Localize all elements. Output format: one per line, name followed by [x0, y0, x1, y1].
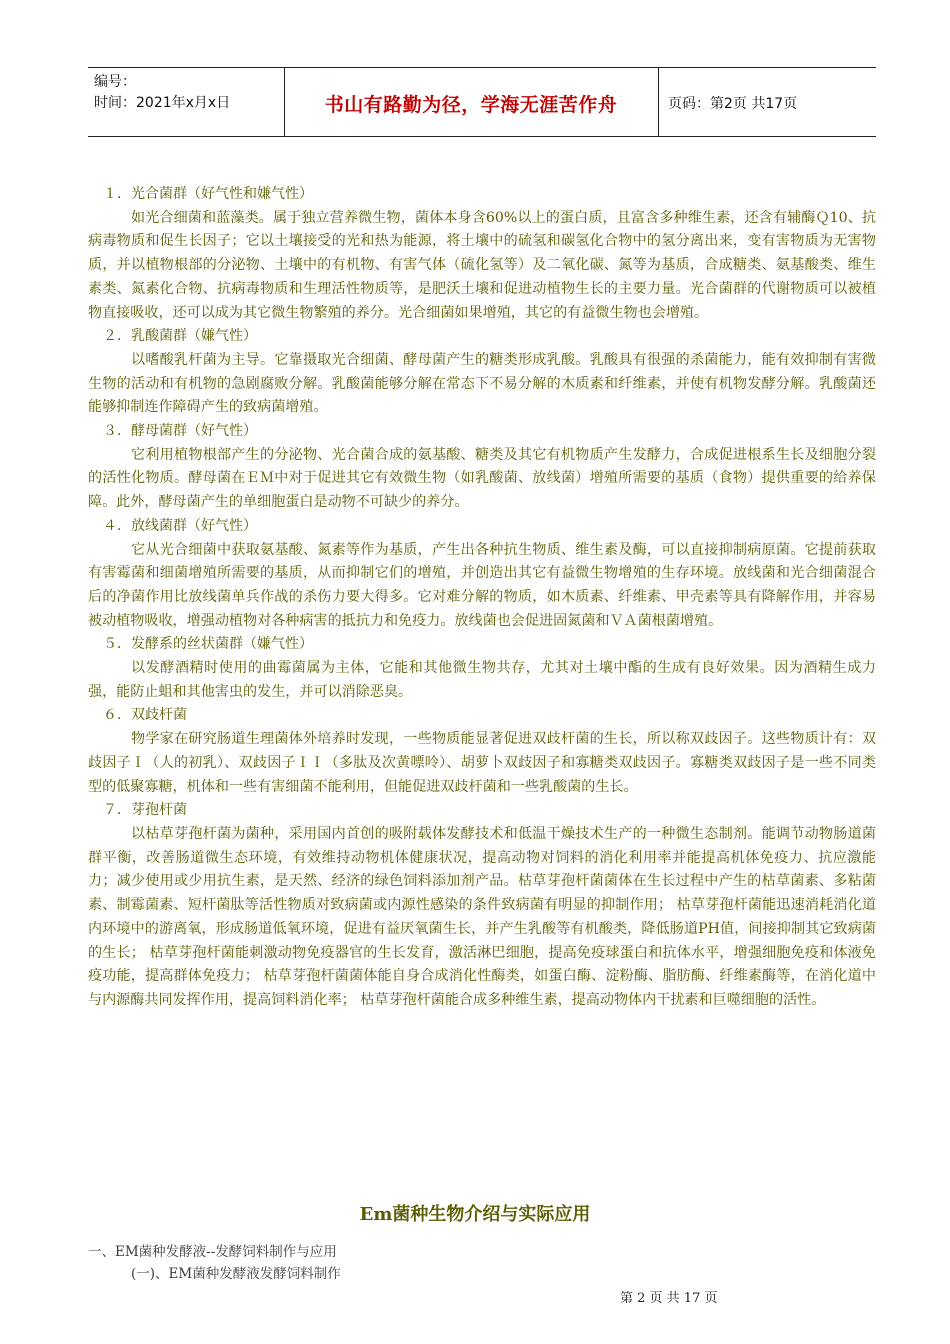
- header-table: [88, 67, 876, 137]
- header-motto-cell: [284, 68, 659, 136]
- section-heading: ３．酵母菌群（好气性）: [103, 423, 257, 440]
- page-footer: 第 2 页 共 17 页: [620, 1291, 718, 1306]
- motto: 书山有路勤为径，学海无涯苦作舟: [324, 94, 618, 116]
- section-paragraph: 以嗜酸乳杆菌为主导。它靠摄取光合细菌、酵母菌产生的糖类形成乳酸。乳酸具有很强的杀菌能力，能有效抑制有害微生物的活动和有机物的急剧腐败分解。乳酸菌能够分解在常态下不易分解的木质素和纤维素，并使有机物发酵分解。乳酸菌还能够抑制连作障碍产生的致病菌增殖。: [88, 351, 876, 416]
- page-label: 页码：第2页 共17页: [668, 96, 798, 112]
- section-heading: ２．乳酸菌群（嫌气性）: [103, 328, 257, 345]
- section-heading: ４．放线菌群（好气性）: [103, 517, 257, 534]
- document-title: Em菌种生物介绍与实际应用: [359, 1204, 591, 1225]
- document-body: [88, 183, 876, 1013]
- outline-item-2: (一)、EM菌种发酵液发酵饲料制作: [131, 1266, 341, 1282]
- section-paragraph: 如光合细菌和蓝藻类。属于独立营养微生物，菌体本身含60%以上的蛋白质，且富含多种维生素，还含有辅酶Ｑ10、抗病毒物质和促生长因子；它以土壤接受的光和热为能源，将土壤中的硫氢和碳氢化合物中的氢分离出来，变有害物质为无害物质，并以植物根部的分泌物、土壤中的有机物、有害气体（硫化氢等）及二氧化碳、氮等为基质，合成糖类、氨基酸类、维生素类、氮素化合物、抗病毒物质和生理活性物质等，是肥沃土壤和促进动植物生长的主要力量。光合菌群的代谢物质可以被植物直接吸收，还可以成为其它微生物繁殖的养分。光合细菌如果增殖，其它的有益微生物也会增殖。: [88, 209, 876, 321]
- header-page-cell: [660, 68, 876, 136]
- outline-item-1: 一、EM菌种发酵液--发酵饲料制作与应用: [88, 1244, 337, 1260]
- date-label: 时间：2021年x月x日: [94, 95, 231, 111]
- number-label: 编号：: [94, 74, 136, 90]
- section-paragraph: 以枯草芽孢杆菌为菌种，采用国内首创的吸附载体发酵技术和低温干燥技术生产的一种微生态制剂。能调节动物肠道菌群平衡，改善肠道微生态环境，有效维持动物机体健康状况，提高动物对饲料的消化利用率并能提高机体免疫力、抗应激能力；减少使用或少用抗生素，是天然、经济的绿色饲料添加剂产品。枯草芽孢杆菌菌体在生长过程中产生的枯草菌素、多粘菌素、制霉菌素、短杆菌肽等活性物质对致病菌或内源性感染的条件致病菌有明显的抑制作用； 枯草芽孢杆菌能迅速消耗消化道内环境中的游离氧，形成肠道低氧环境，促进有益厌氧菌生长，并产生乳酸等有机酸类，降低肠道PH值，间接抑制其它致病菌的生长； 枯草芽孢杆菌能刺激动物免疫器官的生长发育，激活淋巴细胞，提高免疫球蛋白和抗体水平，增强细胞免疫和体液免疫功能，提高群体免疫力； 枯草芽孢杆菌菌体能自身合成消化性酶类，如蛋白酶、淀粉酶、脂肪酶、纤维素酶等，在消化道中与内源酶共同发挥作用，提高饲料消化率； 枯草芽孢杆菌能合成多种维生素，提高动物体内干扰素和巨噬细胞的活性。: [88, 825, 876, 1008]
- section-heading: ６．双歧杆菌: [103, 707, 187, 724]
- header-info-cell: [88, 68, 285, 136]
- section-heading: ５．发酵系的丝状菌群（嫌气性）: [103, 636, 313, 653]
- section-paragraph: 以发酵酒精时使用的曲霉菌属为主体，它能和其他微生物共存，尤其对土壤中酯的生成有良好效果。因为酒精生成力强，能防止蛆和其他害虫的发生，并可以消除恶臭。: [88, 660, 876, 700]
- section-heading: ７．芽孢杆菌: [103, 802, 187, 819]
- section-paragraph: 物学家在研究肠道生理菌体外培养时发现，一些物质能显著促进双歧杆菌的生长，所以称双歧因子。这些物质计有：双歧因子Ｉ（人的初乳）、双歧因子ＩＩ（多肽及次黄嘌呤）、胡萝卜双歧因子和寡糖类双歧因子。寡糖类双歧因子是一些不同类型的低聚寡糖，机体和一些有害细菌不能利用，但能促进双歧杆菌和一些乳酸菌的生长。: [88, 731, 876, 795]
- section-heading: １．光合菌群（好气性和嫌气性）: [103, 186, 313, 202]
- section-paragraph: 它从光合细菌中获取氨基酸、氮素等作为基质，产生出各种抗生物质、维生素及酶，可以直接抑制病原菌。它提前获取有害霉菌和细菌增殖所需要的基质，从而抑制它们的增殖，并创造出其它有益微生物增殖的生存环境。放线菌和光合细菌混合后的净菌作用比放线菌单兵作战的杀伤力要大得多。它对难分解的物质，如木质素、纤维素、甲壳素等具有降解作用，并容易被动植物吸收，增强动植物对各种病害的抵抗力和免疫力。放线菌也会促进固氮菌和ＶＡ菌根菌增殖。: [88, 541, 876, 629]
- section-paragraph: 它利用植物根部产生的分泌物、光合菌合成的氨基酸、糖类及其它有机物质产生发酵力，合成促进根系生长及细胞分裂的活性化物质。酵母菌在ＥＭ中对于促进其它有效微生物（如乳酸菌、放线菌）增殖所需要的基质（食物）提供重要的给养保障。此外，酵母菌产生的单细胞蛋白是动物不可缺少的养分。: [88, 446, 876, 511]
